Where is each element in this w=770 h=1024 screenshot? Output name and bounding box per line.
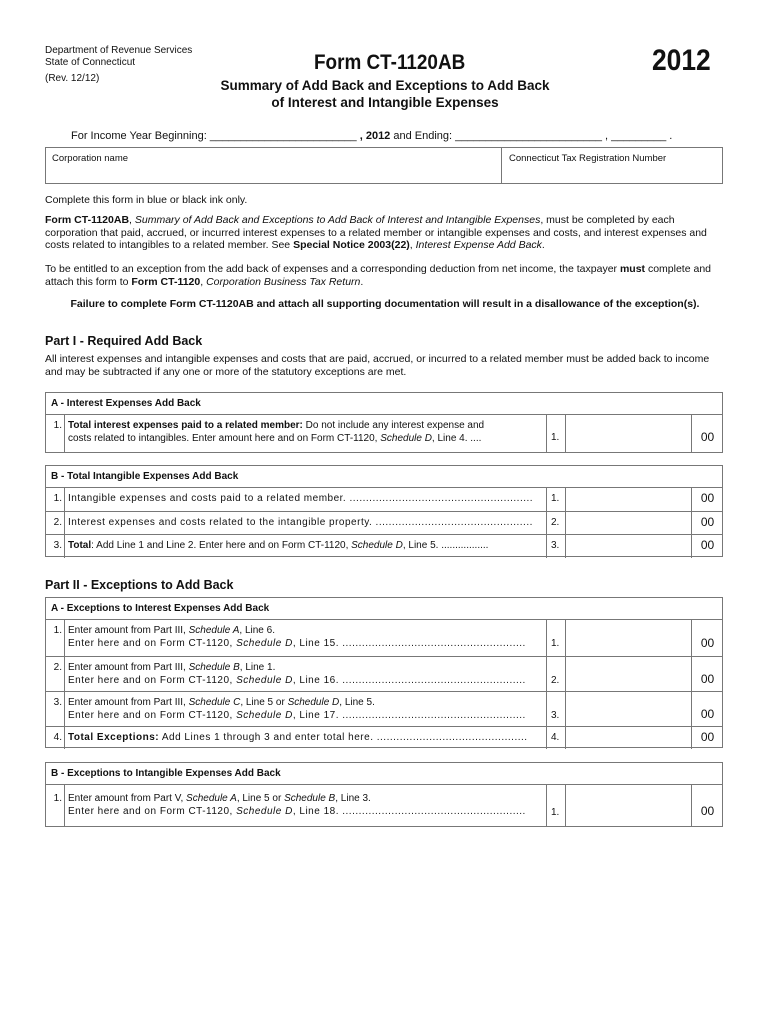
p2-form: Form CT-1120 [131,275,201,288]
p2-a: To be entitled to an exception from the add back of expenses and a corresponding deduction from net income, the taxpayer [45,263,620,275]
form-subtitle [180,77,590,111]
state-line: State of Connecticut [45,57,136,68]
desc-schedule: Schedule B [188,662,240,673]
taxpayer-id-box [45,147,723,184]
part-2-title: Part II - Exceptions to Add Back [45,578,234,592]
desc-text: costs related to intangibles. Enter amount here and on Form CT-1120, [68,432,381,444]
department-name [45,45,192,69]
desc-text: Enter here and on Form CT-1120, [68,805,237,817]
subtitle-line-2: of Interest and Intangible Expenses [271,95,499,110]
desc-text: Enter amount from Part III, [68,625,189,636]
p1-title: Summary of Add Back and Exceptions to Add Back of Interest and Intangible Expenses [134,214,541,226]
row-description [68,662,546,687]
p1-notice-title: Interest Expense Add Back [415,239,542,252]
row-description [68,420,546,445]
row-description [68,697,546,722]
form-number: Form CT-1120AB [314,51,466,74]
desc-schedule: Schedule A [186,793,237,804]
desc-text: Enter amount from Part III, [68,662,189,673]
desc-text: Enter here and on Form CT-1120, [68,637,237,649]
row-description: Interest expenses and costs related to the intangible property. ................................................ [68,517,533,528]
line-number: 3. [546,535,566,558]
desc-text: , Line 1. [239,662,276,673]
p1-notice: Special Notice 2003(22) [293,239,410,252]
row-number: 1. [46,785,65,827]
table-row [46,620,722,656]
cents-field[interactable]: 00 [691,488,723,511]
cents-field[interactable]: 00 [691,727,723,749]
instruction-paragraph-2: To be entitled to an exception from the add back of expenses and a corresponding deduction from net income, the taxpayer must complete and attach this form to Form CT-1120, Corporation Business Tax Return. [45,263,712,288]
row-number: 3. [46,692,65,727]
desc-text: , Line 5 or [236,793,285,804]
p1-body: , must be completed by each corporation that paid, accrued, or incurred interest expenses to a related member or intangible expenses and costs, and interest expenses and costs related to intangibles to a related member. See [45,214,707,252]
row-number: 1. [46,488,65,511]
desc-text: Enter amount from Part III, [68,697,189,708]
desc-bold: Total Exceptions: [68,732,160,743]
p2-must: must [619,263,646,275]
section-intangible-add-back [45,465,723,557]
p1-form: Form CT-1120AB [45,214,130,226]
instruction-paragraph-1: Form CT-1120AB, Summary of Add Back and Exceptions to Add Back of Interest and Intangible Expenses, must be completed by each corporation that paid, accrued, or incurred interest expenses to a related member or intangible expenses and costs, and interest expenses and costs related to intangibles to a related member. See Special Notice 2003(22), Interest Expense Add Back. [45,214,707,252]
row-description: Intangible expenses and costs paid to a related member. ........................................................ [68,493,534,504]
table-row [46,534,722,558]
table-row [46,656,722,692]
desc-schedule: Schedule D [236,674,293,686]
p2-title: Corporation Business Tax Return [206,275,361,288]
desc-bold: Total interest expenses paid to a related member: [68,420,303,431]
row-number: 1. [46,415,65,453]
desc-text: : Add Line 1 and Line 2. Enter here and on Form CT-1120, [91,540,352,551]
revision-date: (Rev. 12/12) [45,73,100,84]
row-description [68,625,546,650]
section-header: A - Exceptions to Interest Expenses Add Back [46,598,722,620]
table-row [46,785,722,827]
part-1-intro: All interest expenses and intangible expenses and costs that are paid, accrued, or incurred to a related member must be added back to income and may be subtracted if any one or more of the statutory exceptions are met. [45,353,710,378]
line-number: 3. [546,692,566,727]
line-number: 1. [546,620,566,656]
line-number: 1. [546,488,566,511]
cents-field[interactable]: 00 [691,692,723,727]
desc-text: Do not include any interest expense and [302,420,485,431]
desc-text: , Line 15. ........................................................ [292,637,526,649]
row-number: 2. [46,657,65,692]
ink-instruction: Complete this form in blue or black ink only. [45,194,248,206]
row-description [68,540,546,553]
row-number: 3. [46,535,65,558]
table-row [46,415,722,453]
desc-schedule: Schedule D [236,709,293,721]
desc-schedule: Schedule D [236,805,293,817]
section-header: B - Total Intangible Expenses Add Back [46,466,722,488]
desc-text: Enter amount from Part V, [68,793,187,804]
p2-b: complete and attach this form to [45,263,712,288]
desc-text: Add Lines 1 through 3 and enter total here. .............................................. [159,732,528,743]
desc-text: Enter here and on Form CT-1120, [68,674,237,686]
desc-text: , Line 18. ........................................................ [292,805,526,817]
line-number: 2. [546,512,566,535]
desc-schedule: Schedule A [188,625,240,636]
desc-text: , Line 5 or [240,697,288,708]
cents-field[interactable]: 00 [691,785,723,827]
end-date-field[interactable]: ________________________ , _________ . [455,130,673,142]
end-label: and Ending: [393,130,453,142]
part-1-title: Part I - Required Add Back [45,334,203,348]
section-intangible-exceptions [45,762,723,827]
section-interest-exceptions [45,597,723,748]
line-number: 2. [546,657,566,692]
year-text: , 2012 [359,130,391,142]
desc-text: , Line 5. [339,697,375,708]
desc-schedule: Schedule D [351,540,403,551]
section-header: B - Exceptions to Intangible Expenses Add Back [46,763,722,785]
desc-schedule: Schedule D [380,432,432,444]
table-row [46,691,722,727]
line-number: 4. [546,727,566,749]
tax-registration-number-field[interactable]: Connecticut Tax Registration Number [509,153,667,164]
row-description [68,793,546,818]
section-header: A - Interest Expenses Add Back [46,393,722,415]
cents-field[interactable]: 00 [691,657,723,692]
corporation-name-field[interactable]: Corporation name [52,153,129,164]
row-number: 1. [46,620,65,656]
desc-bold: Total [68,540,92,551]
begin-label: For Income Year Beginning: [71,130,207,142]
income-year-period [71,130,672,142]
dept-line: Department of Revenue Services [45,45,193,56]
tax-year: 2012 [652,44,711,77]
row-description [68,732,546,745]
section-interest-add-back [45,392,723,453]
desc-text: , Line 17. ........................................................ [292,709,526,721]
row-number: 4. [46,727,65,749]
table-row [46,511,722,535]
desc-text: , Line 5. ................. [402,540,489,551]
cents-field[interactable]: 00 [691,620,723,656]
desc-text: , Line 3. [335,793,371,804]
table-row [46,488,722,511]
desc-text: , Line 6. [239,625,275,636]
desc-text: , Line 4. .... [431,432,482,444]
desc-schedule: Schedule B [284,793,336,804]
cents-field[interactable]: 00 [691,535,723,558]
subtitle-line-1: Summary of Add Back and Exceptions to Add Back [220,78,550,93]
disallowance-warning: Failure to complete Form CT-1120AB and attach all supporting documentation will result in a disallowance of the exception(s). [70,298,700,310]
cents-field[interactable]: 00 [691,512,723,535]
desc-schedule: Schedule D [287,697,340,708]
row-number: 2. [46,512,65,535]
desc-schedule: Schedule D [236,637,293,649]
desc-schedule: Schedule C [188,697,241,708]
line-number: 1. [546,415,566,453]
begin-date-field[interactable]: ________________________ [209,130,357,142]
line-number: 1. [546,785,566,827]
desc-text: , Line 16. ........................................................ [292,674,526,686]
table-row [46,726,722,749]
desc-text: Enter here and on Form CT-1120, [68,709,237,721]
cents-field[interactable]: 00 [691,415,723,453]
